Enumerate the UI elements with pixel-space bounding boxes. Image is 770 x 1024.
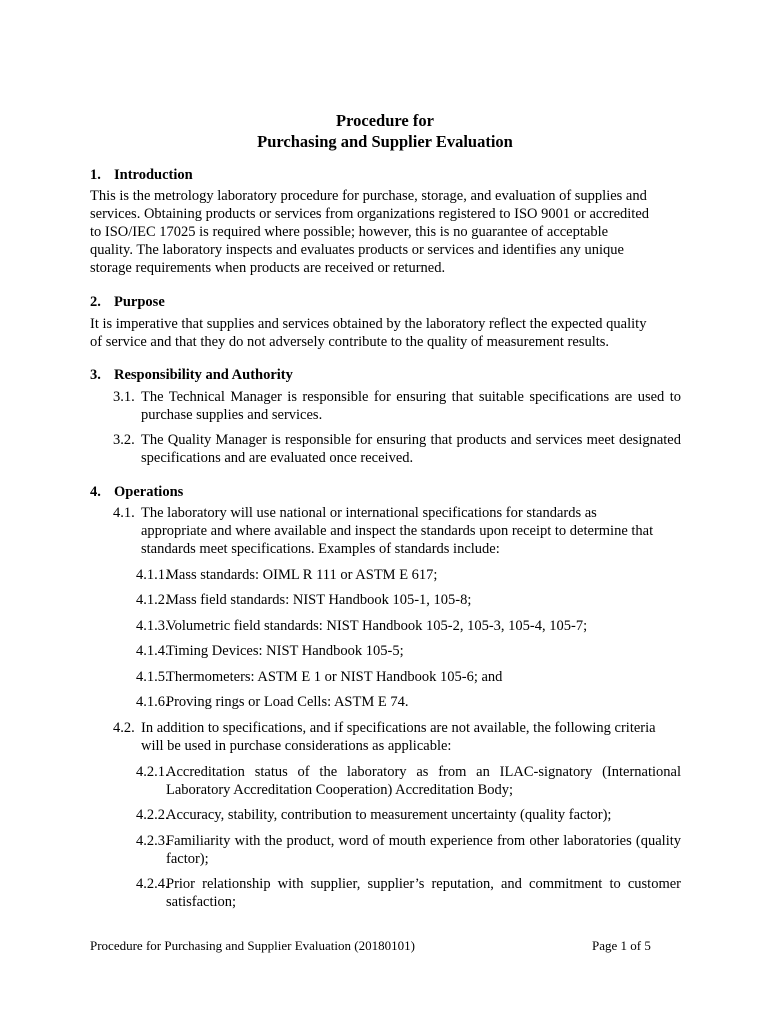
- list-item-4-2-4: [136, 875, 681, 911]
- list-item-4-1-3: [136, 617, 681, 635]
- text-line: In addition to specifications, and if specifications are not available, the following criteria: [141, 720, 656, 736]
- text-line: storage requirements when products are received or returned.: [90, 260, 446, 276]
- text-line: This is the metrology laboratory procedure for purchase, storage, and evaluation of supplies and: [90, 188, 647, 204]
- item-number: 4.1.1.: [136, 567, 169, 583]
- section-number: 2.: [90, 294, 101, 310]
- list-item-4-1-5: [136, 668, 681, 686]
- section-title: Operations: [114, 484, 184, 500]
- list-item-4-2-1: [136, 763, 681, 799]
- item-number: 4.2.1.: [136, 764, 169, 780]
- item-number: 4.1.3.: [136, 618, 169, 634]
- item-number: 4.2.3.: [136, 833, 169, 849]
- item-text: The Quality Manager is responsible for ensuring that products and services meet designated specifications and are evaluated once received.: [141, 432, 681, 466]
- list-item-4-1-6: [136, 693, 681, 711]
- section-heading-introduction: [90, 166, 193, 184]
- title-line-2: Purchasing and Supplier Evaluation: [257, 132, 513, 151]
- section-number: 4.: [90, 484, 101, 500]
- purpose-paragraph: [90, 315, 682, 351]
- item-text: Prior relationship with supplier, supplier’s reputation, and commitment to customer satisfaction;: [166, 876, 681, 910]
- text-line: quality. The laboratory inspects and evaluates products or services and identifies any unique: [90, 242, 624, 258]
- text-line: of service and that they do not adversely contribute to the quality of measurement results.: [90, 334, 610, 350]
- text-line: It is imperative that supplies and services obtained by the laboratory reflect the expected quality: [90, 316, 647, 332]
- item-number: 4.2.: [113, 720, 135, 736]
- item-text: Volumetric field standards: NIST Handbook 105-2, 105-3, 105-4, 105-7;: [166, 618, 588, 634]
- text-line: to ISO/IEC 17025 is required where possible; however, this is no guarantee of acceptable: [90, 224, 609, 240]
- list-item-4-2: [113, 719, 681, 755]
- list-item-4-1-1: [136, 566, 681, 584]
- section-title: Responsibility and Authority: [114, 367, 293, 383]
- introduction-paragraph: [90, 187, 682, 277]
- item-number: 4.1.: [113, 505, 135, 521]
- section-heading-responsibility: [90, 366, 293, 384]
- item-text: Proving rings or Load Cells: ASTM E 74.: [166, 694, 409, 710]
- section-heading-purpose: [90, 293, 165, 311]
- item-number: 4.1.5.: [136, 669, 169, 685]
- text-line: appropriate and where available and inspect the standards upon receipt to determine that: [141, 523, 654, 539]
- item-text: Accreditation status of the laboratory as from an ILAC-signatory (International Laboratory Accreditation Cooperation) Accreditation Body;: [166, 764, 681, 798]
- item-text: Familiarity with the product, word of mouth experience from other laboratories (quality factor);: [166, 833, 681, 867]
- item-text: Mass field standards: NIST Handbook 105-1, 105-8;: [166, 592, 472, 608]
- item-number: 4.1.2.: [136, 592, 169, 608]
- item-number: 3.1.: [113, 389, 135, 405]
- title-line-1: Procedure for: [336, 111, 434, 130]
- item-number: 4.1.6.: [136, 694, 169, 710]
- list-item-4-1: [113, 504, 681, 558]
- section-title: Introduction: [114, 167, 193, 183]
- item-number: 4.2.4.: [136, 876, 169, 892]
- list-item-4-1-2: [136, 591, 681, 609]
- item-text: Timing Devices: NIST Handbook 105-5;: [166, 643, 404, 659]
- list-item-4-2-2: [136, 806, 681, 824]
- section-number: 1.: [90, 167, 101, 183]
- footer-document-title: Procedure for Purchasing and Supplier Evaluation (20180101): [90, 938, 415, 953]
- text-line: services. Obtaining products or services from organizations registered to ISO 9001 or accredited: [90, 206, 650, 222]
- footer-page-number: Page 1 of 5: [592, 938, 651, 953]
- list-item-3-1: [113, 388, 681, 424]
- item-text: Thermometers: ASTM E 1 or NIST Handbook 105-6; and: [166, 669, 503, 685]
- text-line: standards meet specifications. Examples of standards include:: [141, 541, 500, 557]
- list-item-4-1-4: [136, 642, 681, 660]
- item-number: 4.1.4.: [136, 643, 169, 659]
- list-item-4-2-3: [136, 832, 681, 868]
- item-number: 3.2.: [113, 432, 135, 448]
- text-line: The laboratory will use national or international specifications for standards as: [141, 505, 597, 521]
- section-title: Purpose: [114, 294, 165, 310]
- item-text: Mass standards: OIML R 111 or ASTM E 617;: [166, 567, 438, 583]
- text-line: will be used in purchase considerations as applicable:: [141, 738, 452, 754]
- item-number: 4.2.2.: [136, 807, 169, 823]
- item-text: Accuracy, stability, contribution to measurement uncertainty (quality factor);: [166, 807, 612, 823]
- section-number: 3.: [90, 367, 101, 383]
- item-text: The Technical Manager is responsible for ensuring that suitable specifications are used to purchase supplies and services.: [141, 389, 681, 423]
- list-item-3-2: [113, 431, 681, 467]
- section-heading-operations: [90, 483, 183, 501]
